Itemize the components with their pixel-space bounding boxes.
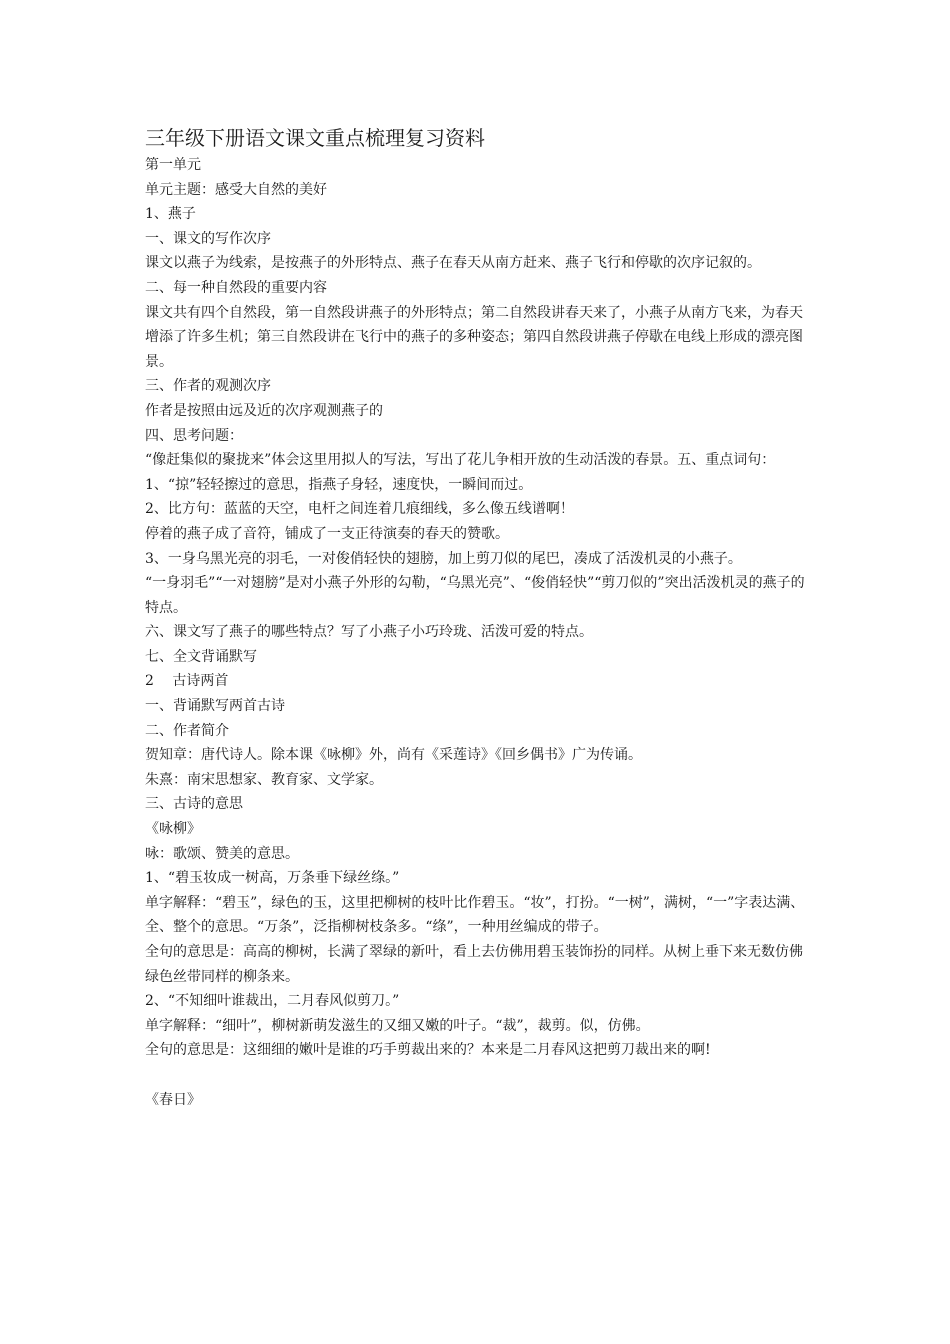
text-line: 朱熹：南宋思想家、教育家、文学家。	[145, 771, 383, 788]
text-line: 贺知章：唐代诗人。除本课《咏柳》外，尚有《采莲诗》《回乡偶书》广为传诵。	[145, 747, 642, 764]
text-line: 七、全文背诵默写	[145, 648, 257, 665]
text-line: 二、每一种自然段的重要内容	[145, 279, 327, 296]
text-line: 第一单元	[145, 157, 201, 173]
text-line: 单元主题：感受大自然的美好	[145, 181, 327, 198]
text-line: 2、“不知细叶谁裁出，二月春风似剪刀。”	[145, 993, 400, 1010]
text-line: 二、作者简介	[145, 722, 229, 739]
text-line: 一、背诵默写两首古诗	[145, 698, 285, 715]
text-line: 课文共有四个自然段，第一自然段讲燕子的外形特点；第二自然段讲春天来了，小燕子从南方飞来，为春天增添了许多生机；第三自然段讲在飞行中的燕子的多种姿态；第四自然段讲燕子停歇在电线上形成的漂亮图景。	[145, 304, 803, 370]
text-line: “一身羽毛”“一对翅膀”是对小燕子外形的勾勒，“乌黑光亮”、“俊俏轻快”“剪刀似的”突出活泼机灵的燕子的特点。	[145, 575, 805, 616]
document-page	[145, 124, 815, 1112]
text-line: 《春日》	[145, 1091, 201, 1108]
text-line: 3、一身乌黑光亮的羽毛，一对俊俏轻快的翅膀，加上剪刀似的尾巴，凑成了活泼机灵的小燕子。	[145, 550, 742, 567]
text-line: 1、“掠”轻轻擦过的意思，指燕子身轻，速度快，一瞬间而过。	[145, 476, 533, 493]
text-line: 2 古诗两首	[145, 673, 229, 690]
text-line: 单字解释：“细叶”，柳树新萌发滋生的又细又嫩的叶子。“裁”，裁剪。似，仿佛。	[145, 1017, 650, 1034]
text-line: 一、课文的写作次序	[145, 230, 271, 247]
text-line: 课文以燕子为线索，是按燕子的外形特点、燕子在春天从南方赶来、燕子飞行和停歇的次序记叙的。	[145, 255, 761, 272]
text-line	[145, 1063, 815, 1088]
text-line: 三、作者的观测次序	[145, 378, 271, 395]
text-line: 单字解释：“碧玉”，绿色的玉，这里把柳树的枝叶比作碧玉。“妆”，打扮。“一树”，满树，“一”字表达满、全、整个的意思。“万条”，泛指柳树枝条多。“绦”，一种用丝编成的带子。	[145, 894, 805, 936]
text-line: 咏：歌颂、赞美的意思。	[145, 845, 299, 862]
text-line: 四、思考问题：	[145, 427, 243, 444]
text-line: 《咏柳》	[145, 821, 201, 838]
text-line: 1、燕子	[145, 206, 196, 223]
text-line: “像赶集似的聚拢来”体会这里用拟人的写法，写出了花儿争相开放的生动活泼的春景。五、重点词句：	[145, 452, 776, 469]
text-line: 2、比方句：蓝蓝的天空，电杆之间连着几痕细线，多么像五线谱啊！	[145, 501, 574, 518]
text-line: 1、“碧玉妆成一树高，万条垂下绿丝绦。”	[145, 870, 400, 887]
text-line: 全句的意思是：高高的柳树，长满了翠绿的新叶，看上去仿佛用碧玉装饰扮的同样。从树上垂下来无数仿佛绿色丝带同样的柳条来。	[145, 944, 803, 985]
text-line: 三、古诗的意思	[145, 796, 243, 813]
text-line: 全句的意思是：这细细的嫩叶是谁的巧手剪裁出来的？本来是二月春风这把剪刀裁出来的啊!	[145, 1042, 711, 1059]
text-line: 停着的燕子成了音符，铺成了一支正待演奏的春天的赞歌。	[145, 525, 509, 542]
text-line: 作者是按照由远及近的次序观测燕子的	[145, 402, 383, 419]
document-title: 三年级下册语文课文重点梳理复习资料	[145, 126, 485, 150]
document-body	[145, 153, 815, 1112]
text-line: 六、课文写了燕子的哪些特点？写了小燕子小巧玲珑、活泼可爱的特点。	[145, 624, 593, 641]
